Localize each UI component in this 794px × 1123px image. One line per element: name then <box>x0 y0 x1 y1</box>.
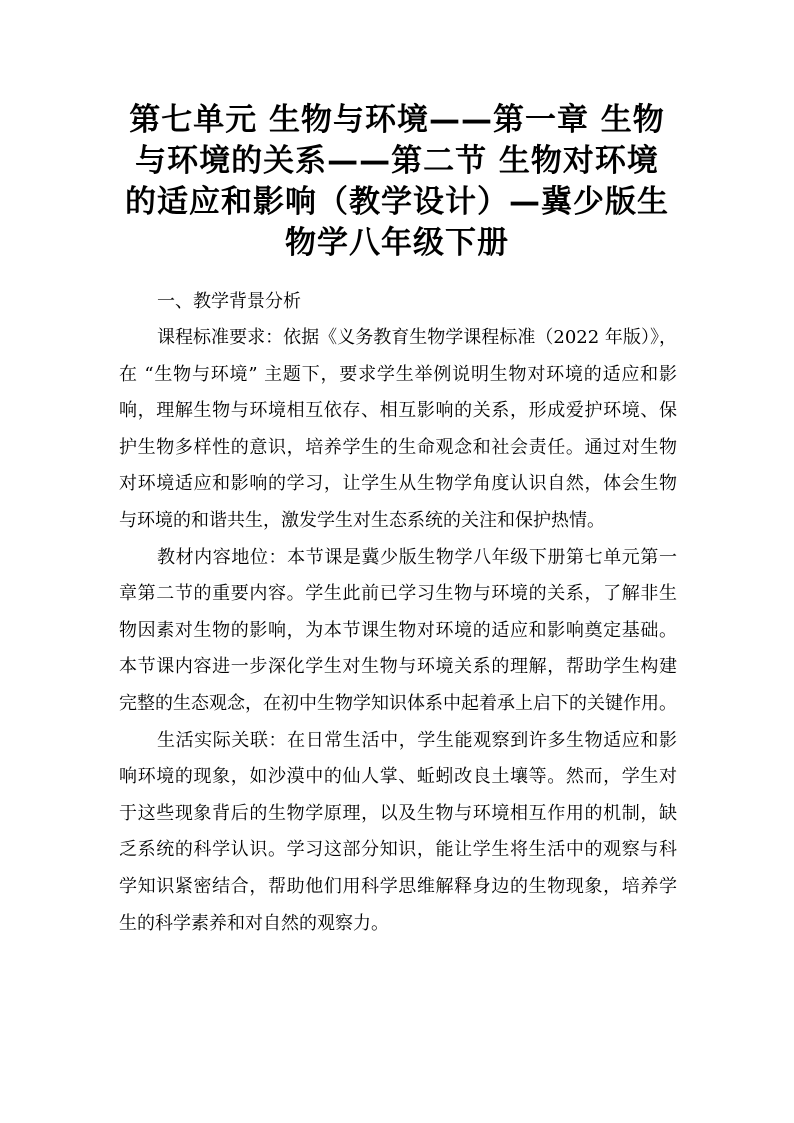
text-line: 章第二节的重要内容。学生此前已学习生物与环境的关系，了解非生 <box>119 583 677 605</box>
text-line: 响环境的现象，如沙漠中的仙人掌、蚯蚓改良土壤等。然而，学生对 <box>119 766 677 788</box>
text-line: 本节课内容进一步深化学生对生物与环境关系的理解，帮助学生构建 <box>119 656 677 678</box>
text-line: 与环境的和谐共生，激发学生对生态系统的关注和保护热情。 <box>119 509 605 531</box>
title-line: 物学八年级下册 <box>285 225 509 261</box>
paragraph-textbook-position <box>119 540 677 723</box>
title-line: 与环境的关系——第二节 生物对环境 <box>135 143 659 179</box>
title-line: 的适应和影响（教学设计）—冀少版生 <box>125 184 669 220</box>
paragraph-curriculum-standard <box>119 320 677 540</box>
text-line: 在 “生物与环境” 主题下，要求学生举例说明生物对环境的适应和影 <box>119 363 677 385</box>
text-line: 护生物多样性的意识，培养学生的生命观念和社会责任。通过对生物 <box>119 436 677 458</box>
text-line: 乏系统的科学认识。学习这部分知识，能让学生将生活中的观察与科 <box>119 839 677 861</box>
title-line: 第七单元 生物与环境——第一章 生物 <box>129 102 665 138</box>
text-line: 生活实际关联：在日常生活中，学生能观察到许多生物适应和影 <box>157 729 677 751</box>
text-line: 对环境适应和影响的学习，让学生从生物学角度认识自然，体会生物 <box>119 473 677 495</box>
paragraph-life-connection <box>119 723 677 943</box>
text-line: 响，理解生物与环境相互依存、相互影响的关系，形成爱护环境、保 <box>119 400 677 422</box>
document-title <box>118 100 676 264</box>
text-line: 物因素对生物的影响，为本节课生物对环境的适应和影响奠定基础。 <box>119 619 677 641</box>
text-line: 完整的生态观念，在初中生物学知识体系中起着承上启下的关键作用。 <box>119 692 677 714</box>
text-line: 教材内容地位：本节课是冀少版生物学八年级下册第七单元第一 <box>157 546 677 568</box>
text-line: 生的科学素养和对自然的观察力。 <box>119 912 389 934</box>
section-heading: 一、教学背景分析 <box>157 291 301 312</box>
document-body <box>119 284 677 942</box>
text-line: 课程标准要求：依据《义务教育生物学课程标准（2022 年版）》， <box>157 327 677 348</box>
text-line: 学知识紧密结合，帮助他们用科学思维解释身边的生物现象，培养学 <box>119 875 677 897</box>
text-line: 于这些现象背后的生物学原理，以及生物与环境相互作用的机制，缺 <box>119 802 677 824</box>
